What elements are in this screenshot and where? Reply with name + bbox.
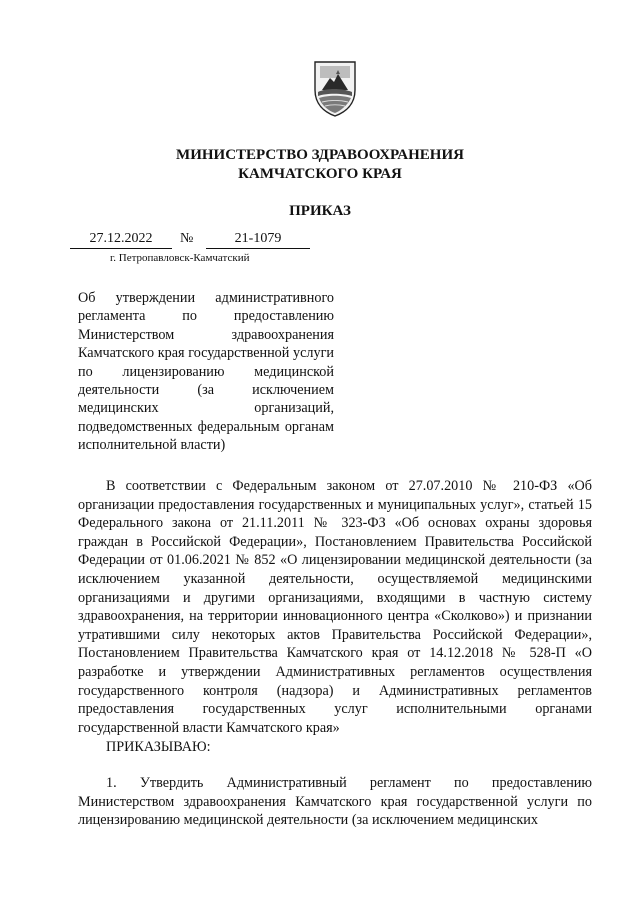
decree-word: ПРИКАЗЫВАЮ: bbox=[106, 739, 211, 755]
order-subject: Об утверждении административного регламента по предоставлению Министерством здравоохранения Камчатского края государственной услуги по лицензированию медицинской деятельности (за исключением медицинских организаций, подведомственных федеральным органам исполнительной власти) bbox=[78, 290, 334, 454]
ministry-name-line1: МИНИСТЕРСТВО ЗДРАВООХРАНЕНИЯ bbox=[176, 147, 464, 163]
ministry-name-line2: КАМЧАТСКОГО КРАЯ bbox=[238, 166, 402, 182]
coat-of-arms-emblem bbox=[312, 60, 358, 118]
item-1-paragraph: 1. Утвердить Административный регламент по предоставлению Министерством здравоохранения Камчатского края государственной услуги по лицензированию медицинской деятельности (за исключением медицинских bbox=[78, 775, 592, 829]
preamble-paragraph: В соответствии с Федеральным законом от 27.07.2010 № 210-ФЗ «Об организации предоставления государственных и муниципальных услуг», статьей 15 Федерального закона от 21.11.2011 № 323-ФЗ «Об основах охраны здоровья граждан в Российской Федерации», Постановлением Правительства Российской Федерации от 01.06.2021 № 852 «О лицензировании медицинской деятельности (за исключением указанной деятельности, осуществляемой медицинскими организациями и другими организациями, входящими в частную систему здравоохранения, на территории инновационного центра «Сколково») и признании утратившими силу некоторых актов Правительства Российской Федерации», Постановлением Правительства Камчатского края от 14.12.2018 № 528-П «О разработке и утверждении Административных регламентов осуществления государственного контроля (надзора) и Административных регламентов предоставления государственных услуг исполнительными органами государственной власти Камчатского края» bbox=[78, 478, 592, 736]
order-details bbox=[70, 230, 310, 250]
ministry-name bbox=[0, 146, 640, 184]
number-sign: № bbox=[180, 231, 194, 246]
order-number: 21-1079 bbox=[206, 230, 310, 249]
order-place: г. Петропавловск-Камчатский bbox=[110, 252, 250, 264]
document-type: ПРИКАЗ bbox=[289, 203, 351, 219]
order-date: 27.12.2022 bbox=[70, 230, 172, 249]
